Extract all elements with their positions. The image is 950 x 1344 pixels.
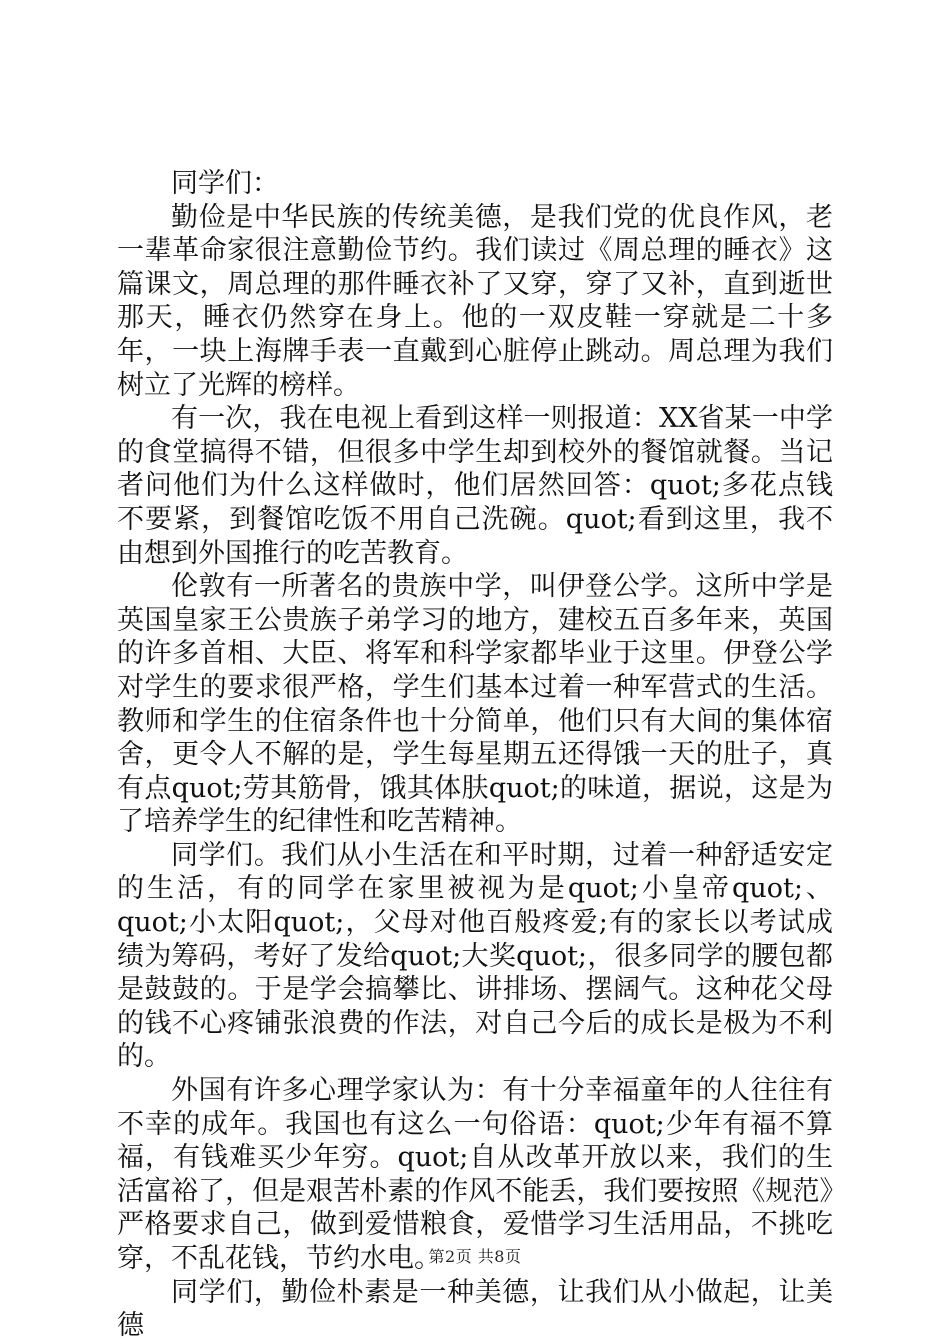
paragraph: 同学们，勤俭朴素是一种美德，让我们从小做起，让美德 — [117, 1276, 833, 1342]
paragraph: 同学们。我们从小生活在和平时期，过着一种舒适安定的生活，有的同学在家里被视为是quot;小皇帝quot;、quot;小太阳quot;，父母对他百般疼爱;有的家长以考试成绩为筹码，考好了发给quot;大奖quot;，很多同学的腰包都是鼓鼓的。于是学会搞攀比、讲排场、摆阔气。这种花父母的钱不心疼铺张浪费的作法，对自己今后的成长是极为不利的。 — [117, 839, 833, 1073]
salutation: 同学们： — [171, 168, 279, 199]
document-body — [117, 167, 833, 1343]
paragraph: 勤俭是中华民族的传统美德，是我们党的优良作风，老一辈革命家很注意勤俭节约。我们读过《周总理的睡衣》这篇课文，周总理的那件睡衣补了又穿，穿了又补，直到逝世那天，睡衣仍然穿在身上。他的一双皮鞋一穿就是二十多年，一块上海牌手表一直戴到心脏停止跳动。周总理为我们树立了光辉的榜样。 — [117, 201, 833, 401]
paragraph: 外国有许多心理学家认为：有十分幸福童年的人往往有不幸的成年。我国也有这么一句俗语：quot;少年有福不算福，有钱难买少年穷。quot;自从改革开放以来，我们的生活富裕了，但是艰苦朴素的作风不能丢，我们要按照《规范》严格要求自己，做到爱惜粮食，爱惜学习生活用品，不挑吃穿，不乱花钱，节约水电。 — [117, 1075, 833, 1274]
paragraph: 伦敦有一所著名的贵族中学，叫伊登公学。这所中学是英国皇家王公贵族子弟学习的地方，建校五百多年来，英国的许多首相、大臣、将军和科学家都毕业于这里。伊登公学对学生的要求很严格，学生们基本过着一种军营式的生活。教师和学生的住宿条件也十分简单，他们只有大间的集体宿舍，更令人不解的是，学生每星期五还得饿一天的肚子，真有点quot;劳其筋骨，饿其体肤quot;的味道，据说，这是为了培养学生的纪律性和吃苦精神。 — [117, 571, 833, 838]
page-number-footer: 第2页 共8页 — [428, 1247, 522, 1266]
paragraph: 有一次，我在电视上看到这样一则报道：XX省某一中学的食堂搞得不错，但很多中学生却到校外的餐馆就餐。当记者问他们为什么这样做时，他们居然回答：quot;多花点钱不要紧，到餐馆吃饭不用自己洗碗。quot;看到这里，我不由想到外国推行的吃苦教育。 — [117, 403, 833, 569]
